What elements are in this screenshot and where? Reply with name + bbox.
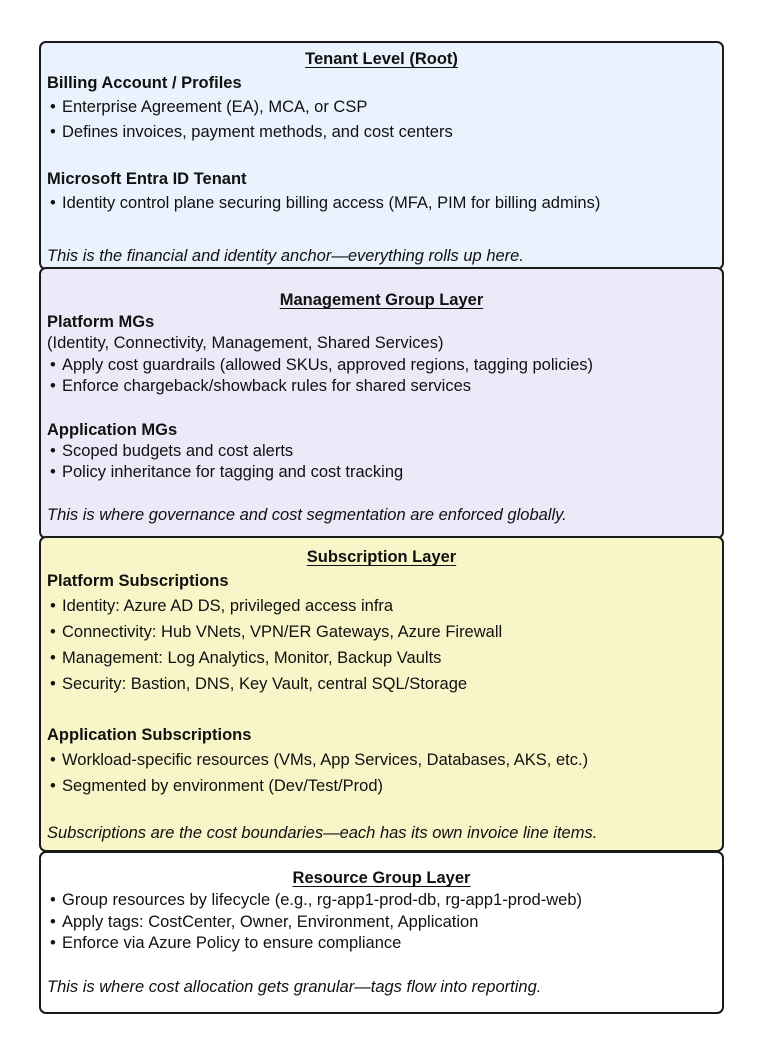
billing-account-heading: Billing Account / Profiles <box>47 74 242 92</box>
application-subscription-item: • Segmented by environment (Dev/Test/Prod) <box>47 773 716 799</box>
management-group-layer-box <box>39 267 724 539</box>
resource-group-layer-box <box>39 851 724 1014</box>
tenant-level-title: Tenant Level (Root) <box>305 50 458 68</box>
subscription-layer-title: Subscription Layer <box>306 548 457 566</box>
management-group-summary: This is where governance and cost segmentation are enforced globally. <box>47 505 567 524</box>
tenant-summary: This is the financial and identity anchor—everything rolls up here. <box>47 246 524 265</box>
platform-mg-item: • Apply cost guardrails (allowed SKUs, approved regions, tagging policies) <box>47 355 716 377</box>
subscription-layer-box <box>39 536 724 852</box>
platform-subscriptions-heading: Platform Subscriptions <box>47 572 229 590</box>
application-subscription-item: • Workload-specific resources (VMs, App Services, Databases, AKS, etc.) <box>47 747 716 773</box>
billing-item: • Defines invoices, payment methods, and cost centers <box>47 120 716 145</box>
platform-subscription-item: • Security: Bastion, DNS, Key Vault, central SQL/Storage <box>47 671 716 697</box>
resource-group-item: • Group resources by lifecycle (e.g., rg-app1-prod-db, rg-app1-prod-web) <box>47 890 716 912</box>
resource-group-summary: This is where cost allocation gets granular—tags flow into reporting. <box>47 977 542 996</box>
billing-item: • Enterprise Agreement (EA), MCA, or CSP <box>47 95 716 120</box>
resource-group-layer-title: Resource Group Layer <box>292 869 471 887</box>
platform-mgs-subtitle: (Identity, Connectivity, Management, Shared Services) <box>47 334 444 352</box>
application-mg-item: • Policy inheritance for tagging and cost tracking <box>47 462 716 484</box>
entra-item: • Identity control plane securing billing access (MFA, PIM for billing admins) <box>47 191 716 216</box>
application-subscriptions-heading: Application Subscriptions <box>47 726 252 744</box>
resource-group-item: • Apply tags: CostCenter, Owner, Environment, Application <box>47 912 716 934</box>
platform-subscription-item: • Management: Log Analytics, Monitor, Backup Vaults <box>47 645 716 671</box>
entra-tenant-heading: Microsoft Entra ID Tenant <box>47 170 247 188</box>
application-mg-item: • Scoped budgets and cost alerts <box>47 441 716 463</box>
tenant-level-box <box>39 41 724 270</box>
platform-subscription-item: • Identity: Azure AD DS, privileged access infra <box>47 593 716 619</box>
platform-mgs-heading: Platform MGs <box>47 313 155 331</box>
management-group-layer-title: Management Group Layer <box>279 291 484 309</box>
application-mgs-heading: Application MGs <box>47 420 178 439</box>
platform-mg-item: • Enforce chargeback/showback rules for shared services <box>47 376 716 398</box>
platform-subscription-item: • Connectivity: Hub VNets, VPN/ER Gateways, Azure Firewall <box>47 619 716 645</box>
subscription-summary: Subscriptions are the cost boundaries—each has its own invoice line items. <box>47 824 598 842</box>
resource-group-item: • Enforce via Azure Policy to ensure compliance <box>47 933 716 955</box>
